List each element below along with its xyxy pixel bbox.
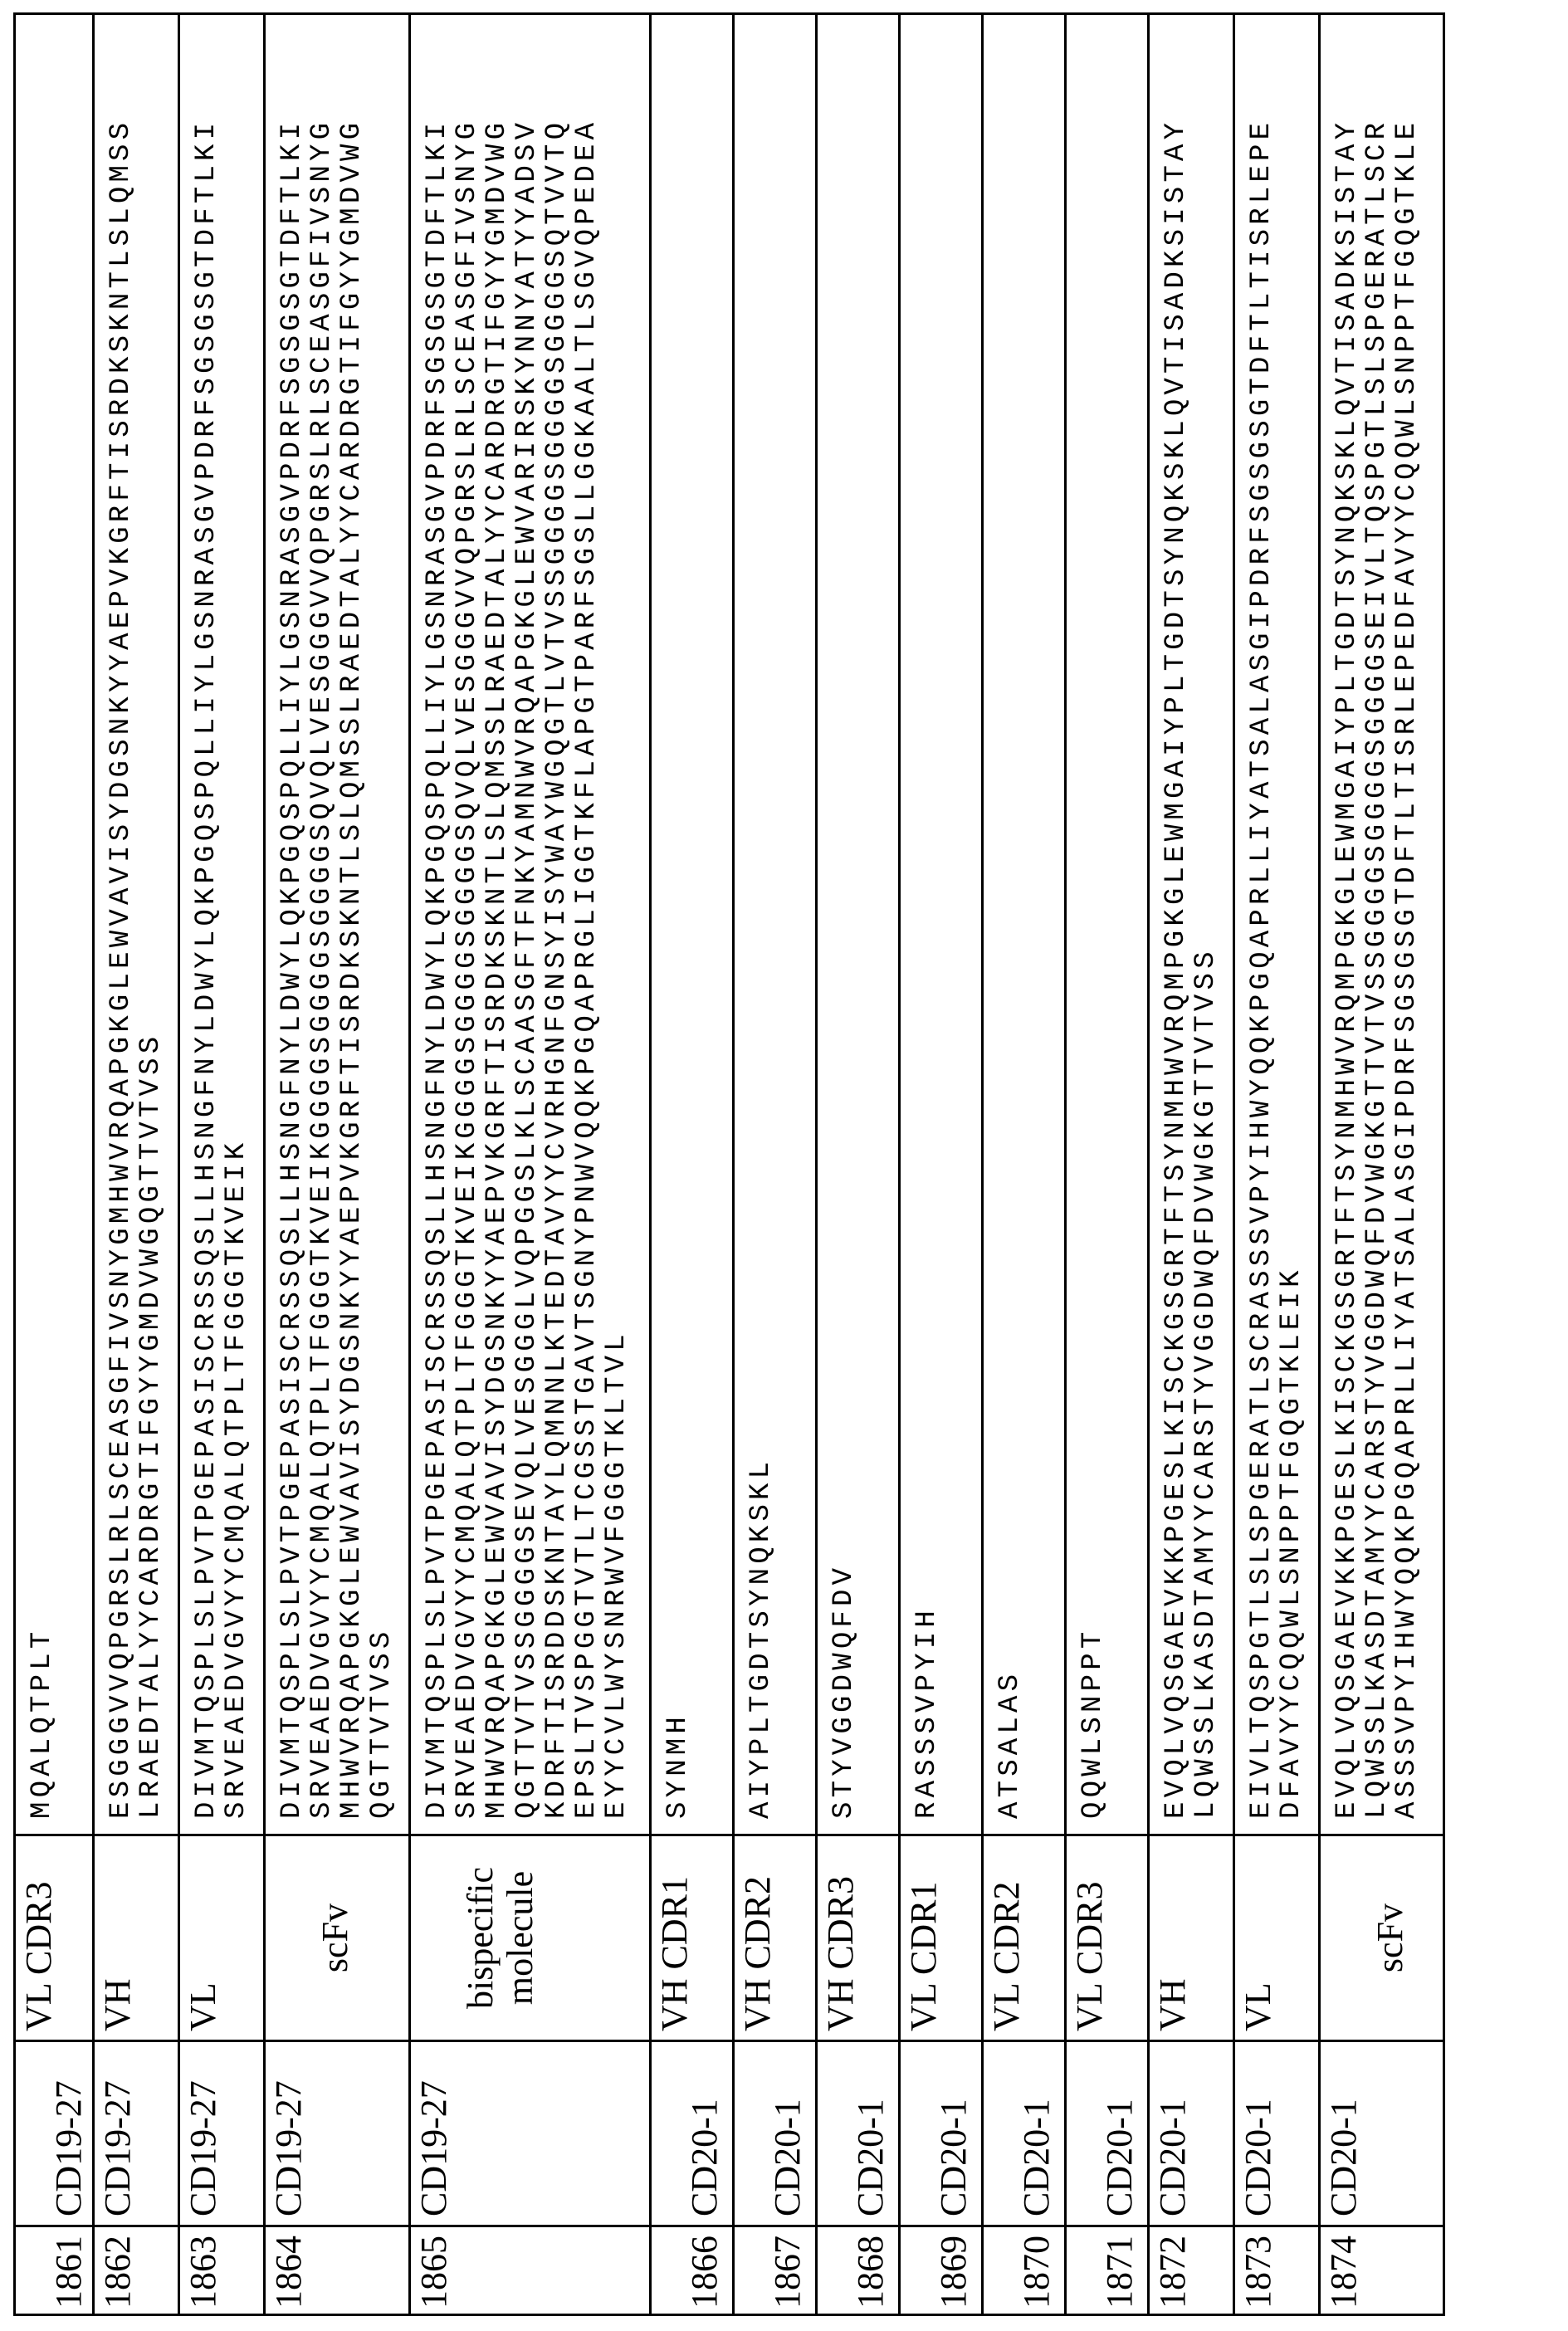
seq-id-number: 1872 bbox=[1149, 2226, 1234, 2315]
region-type: VL bbox=[1234, 1835, 1320, 2041]
target-id: CD19-27 bbox=[179, 2041, 265, 2226]
sequence-line: DIVMTQSPLSLPVTPGEPASISCRSSQSLLHSNGFNYLDWYLQKPGQSPQLLIYLGSNRASGVPDRFSGSGSGTDFTLKI bbox=[423, 30, 452, 1819]
table-row bbox=[817, 14, 900, 2315]
sequence-cell bbox=[651, 14, 734, 1835]
target-id: CD20-1 bbox=[1066, 2041, 1149, 2226]
table-row bbox=[1320, 14, 1444, 2315]
sequence-cell bbox=[1234, 14, 1320, 1835]
target-id: CD20-1 bbox=[734, 2041, 817, 2226]
sequence-line: ESGGGVVQPGRSLRLSCEASGFIVSNYGMHWVRQAPGKGLEWVAVISYDGSNKYYAEPVKGRFTISRDKSKNTLSLQMSS bbox=[106, 30, 136, 1819]
sequence-table bbox=[13, 12, 1445, 2316]
seq-id-number: 1865 bbox=[410, 2226, 651, 2315]
sequence-cell bbox=[179, 14, 265, 1835]
table-row bbox=[179, 14, 265, 2315]
region-type: scFv bbox=[1320, 1835, 1444, 2041]
sequence-line: RASSSVPYIH bbox=[912, 30, 942, 1819]
table-row bbox=[94, 14, 179, 2315]
target-id: CD20-1 bbox=[1234, 2041, 1320, 2226]
seq-id-number: 1861 bbox=[15, 2226, 94, 2315]
sequence-table-body bbox=[15, 14, 1444, 2315]
region-type: VH bbox=[94, 1835, 179, 2041]
sequence-cell bbox=[1149, 14, 1234, 1835]
sequence-line: KDRFTISRDDSKNTAYLQMNNLKTEDTAVYYCVRHGNFGNSYISYWAYWGQGTLVTVSSGGGGSGGGGSGGGGSQTVVTQ bbox=[542, 30, 572, 1819]
target-id: CD19-27 bbox=[410, 2041, 651, 2226]
region-type: VH CDR1 bbox=[651, 1835, 734, 2041]
sequence-line: ASSSVPYIHWYQQKPGQAPRLLIYATSALASGIPDRFSGSGSGTDFTLTISRLEPEDFAVYYCQQWLSNPPTFGQGTKLE bbox=[1392, 30, 1422, 1819]
sequence-line: ATSALAS bbox=[995, 30, 1025, 1819]
sequence-line: DIVMTQSPLSLPVTPGEPASISCRSSQSLLHSNGFNYLDWYLQKPGQSPQLLIYLGSNRASGVPDRFSGSGSGTDFTLKI bbox=[192, 30, 222, 1819]
region-type: scFv bbox=[265, 1835, 410, 2041]
table-row bbox=[1066, 14, 1149, 2315]
target-id: CD19-27 bbox=[265, 2041, 410, 2226]
target-id: CD19-27 bbox=[15, 2041, 94, 2226]
region-type: VH bbox=[1149, 1835, 1234, 2041]
region-type: VL bbox=[179, 1835, 265, 2041]
sequence-line: STYVGGDWQFDV bbox=[829, 30, 859, 1819]
seq-id-number: 1864 bbox=[265, 2226, 410, 2315]
sequence-cell bbox=[1066, 14, 1149, 1835]
target-id: CD20-1 bbox=[651, 2041, 734, 2226]
sequence-line: EVQLVQSGAEVKKPGESLKISCKGSGRTFTSYNMHWVRQMPGKGLEWMGAIYPLTGDTSYNQKSKLQVTISADKSISTAY bbox=[1332, 30, 1362, 1819]
seq-id-number: 1869 bbox=[900, 2226, 983, 2315]
sequence-line: SYNMH bbox=[663, 30, 693, 1819]
rotated-page bbox=[0, 0, 1568, 2331]
seq-id-number: 1866 bbox=[651, 2226, 734, 2315]
seq-id-number: 1868 bbox=[817, 2226, 900, 2315]
sequence-line: LQWSSLKASDTAMYYCARSTYVGGDWQFDVWGKGTTVTVSS bbox=[1191, 30, 1221, 1819]
table-row bbox=[651, 14, 734, 2315]
table-row bbox=[1149, 14, 1234, 2315]
target-id: CD20-1 bbox=[1320, 2041, 1444, 2226]
sequence-cell bbox=[734, 14, 817, 1835]
seq-id-number: 1873 bbox=[1234, 2226, 1320, 2315]
sequence-cell bbox=[94, 14, 179, 1835]
sequence-line: DIVMTQSPLSLPVTPGEPASISCRSSQSLLHSNGFNYLDWYLQKPGQSPQLLIYLGSNRASGVPDRFSGSGSGTDFTLKI bbox=[277, 30, 307, 1819]
sequence-line: LQWSSLKASDTAMYYCARSTYVGGDWQFDVWGKGTTVTVSSGGGGSGGGGSGGGGSEIVLTQSPGTLSLSPGERATLSCR bbox=[1362, 30, 1392, 1819]
sequence-cell bbox=[817, 14, 900, 1835]
region-type: VL CDR3 bbox=[15, 1835, 94, 2041]
sequence-cell bbox=[265, 14, 410, 1835]
sequence-cell bbox=[410, 14, 651, 1835]
sequence-line: EVQLVQSGAEVKKPGESLKISCKGSGRTFTSYNMHWVRQMPGKGLEWMGAIYPLTGDTSYNQKSKLQVTISADKSISTAY bbox=[1161, 30, 1191, 1819]
sequence-line: EYYCVLWYSNRWVFGGGTKLTVL bbox=[602, 30, 632, 1819]
sequence-line: AIYPLTGDTSYNQKSKL bbox=[746, 30, 776, 1819]
target-id: CD20-1 bbox=[900, 2041, 983, 2226]
sequence-cell bbox=[15, 14, 94, 1835]
sequence-line: SRVEAEDVGVYYCMQALQTPLTFGGGTKVEIKGGGGSGGGGSGGGGSQVQLVESGGGVVQPGRSLRLSCEASGFIVSNYG bbox=[452, 30, 482, 1819]
seq-id-number: 1862 bbox=[94, 2226, 179, 2315]
region-type: VL CDR2 bbox=[983, 1835, 1066, 2041]
seq-id-number: 1867 bbox=[734, 2226, 817, 2315]
sequence-line: MHWVRQAPGKGLEWVAVISYDGSNKYYAEPVKGRFTISRDKSKNTLSLQMSSLRAEDTALYYCARDRGTIFGYYGMDVWG bbox=[482, 30, 512, 1819]
sequence-line: SRVEAEDVGVYYCMQALQTPLTFGGGTKVEIK bbox=[222, 30, 252, 1819]
sequence-line: SRVEAEDVGVYYCMQALQTPLTFGGGTKVEIKGGGGSGGGGSGGGGSQVQLVESGGGVVQPGRSLRLSCEASGFIVSNYG bbox=[307, 30, 337, 1819]
sequence-line: EIVLTQSPGTLSLSPGERATLSCRASSSVPYIHWYQQKPGQAPRLLIYATSALASGIPDRFSGSGSGTDFTLTISRLEPE bbox=[1247, 30, 1277, 1819]
target-id: CD19-27 bbox=[94, 2041, 179, 2226]
sequence-cell bbox=[900, 14, 983, 1835]
region-type: VL CDR1 bbox=[900, 1835, 983, 2041]
table-row bbox=[15, 14, 94, 2315]
sequence-cell bbox=[1320, 14, 1444, 1835]
table-row bbox=[983, 14, 1066, 2315]
seq-id-number: 1874 bbox=[1320, 2226, 1444, 2315]
sequence-line: MQALQTPLT bbox=[27, 30, 57, 1819]
region-type: VH CDR3 bbox=[817, 1835, 900, 2041]
table-row bbox=[734, 14, 817, 2315]
sequence-line: LRAEDTALYYCARDRGTIFGYYGMDVWGQGTTVTVSS bbox=[136, 30, 166, 1819]
table-row bbox=[410, 14, 651, 2315]
sequence-line: QGTTVTVSS bbox=[367, 30, 397, 1819]
sequence-cell bbox=[983, 14, 1066, 1835]
table-row bbox=[900, 14, 983, 2315]
region-type: bispecific molecule bbox=[410, 1835, 651, 2041]
seq-id-number: 1863 bbox=[179, 2226, 265, 2315]
seq-id-number: 1870 bbox=[983, 2226, 1066, 2315]
table-row bbox=[1234, 14, 1320, 2315]
sequence-line: QGTTVTVSSGGGGSEVQLVESGGGLVQPGGSLKLSCAASGFTFNKYAMNWVRQAPGKGLEWVARIRSKYNNYATYYADSV bbox=[512, 30, 542, 1819]
seq-id-number: 1871 bbox=[1066, 2226, 1149, 2315]
sequence-line: DFAVYYCQQWLSNPPTFGQGTKLEIK bbox=[1277, 30, 1307, 1819]
target-id: CD20-1 bbox=[817, 2041, 900, 2226]
table-row bbox=[265, 14, 410, 2315]
sequence-line: EPSLTVSPGGTVTLTCGSSTGAVTSGNYPNWVQQKPGQAPRGLIGGTKFLAPGTPARFSGSLLGGKAALTLSGVQPEDEA bbox=[572, 30, 602, 1819]
region-type: VH CDR2 bbox=[734, 1835, 817, 2041]
target-id: CD20-1 bbox=[983, 2041, 1066, 2226]
sequence-line: QQWLSNPPT bbox=[1078, 30, 1108, 1819]
region-type: VL CDR3 bbox=[1066, 1835, 1149, 2041]
sequence-line: MHWVRQAPGKGLEWVAVISYDGSNKYYAEPVKGRFTISRDKSKNTLSLQMSSLRAEDTALYYCARDRGTIFGYYGMDVWG bbox=[337, 30, 367, 1819]
target-id: CD20-1 bbox=[1149, 2041, 1234, 2226]
